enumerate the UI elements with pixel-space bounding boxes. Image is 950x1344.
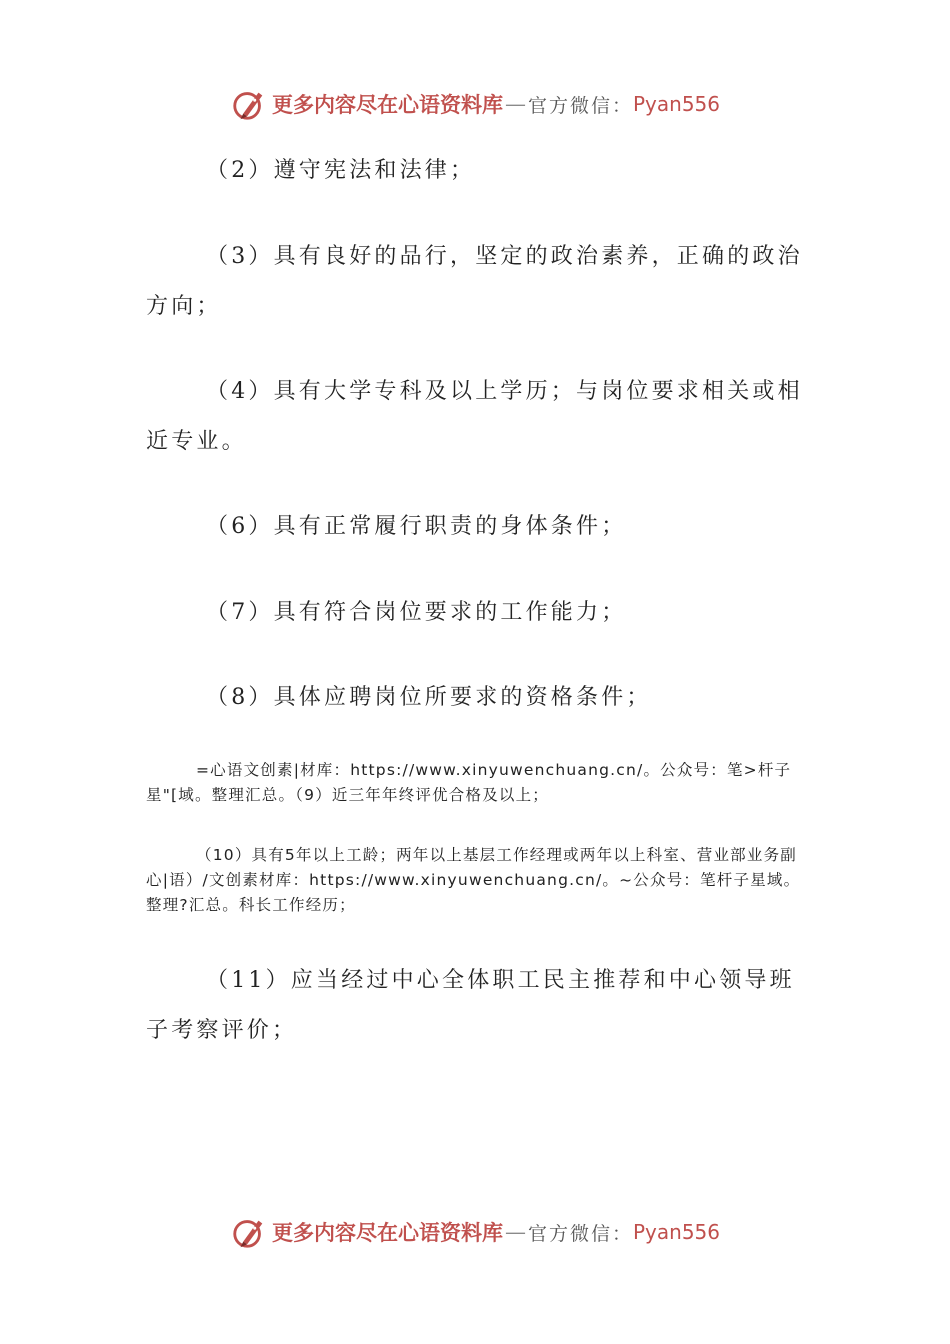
banner-dash: —: [504, 1220, 526, 1244]
pen-nib-logo-icon: [230, 1213, 268, 1251]
paragraph-item-4: （4）具有大学专科及以上学历；与岗位要求相关或相近专业。: [146, 379, 803, 454]
small-paragraph-item-9: =心语文创素|材库：https://www.xinyuwenchuang.cn/。公众号：笔>杆子星"[域。整理汇总。（9）近三年年终评优合格及以上；: [146, 761, 792, 804]
small-paragraph-item-10: （10）具有5年以上工龄；两年以上基层工作经理或两年以上科室、营业部业务副心|语）/文创素材库：https://www.xinyuwenchuang.cn/。~公众号：笔杆子星域。整理?汇总。科长工作经历；: [146, 846, 801, 914]
banner-title: 更多内容尽在心语资料库: [271, 92, 503, 117]
banner-wechat-label: 官方微信：: [527, 94, 633, 117]
paragraph-item-2: （2）遵守宪法和法律；: [206, 158, 476, 183]
paragraph-item-11: （11）应当经过中心全体职工民主推荐和中心领导班子考察评价；: [146, 968, 795, 1043]
header-banner: [0, 84, 950, 124]
banner-wechat-id: Pyan556: [633, 92, 721, 116]
paragraph-item-6: （6）具有正常履行职责的身体条件；: [206, 514, 627, 539]
paragraph-item-3: （3）具有良好的品行，坚定的政治素养，正确的政治方向；: [146, 244, 803, 319]
pen-nib-logo-icon: [230, 85, 268, 123]
banner-title: 更多内容尽在心语资料库: [271, 1220, 503, 1245]
banner-wechat-id: Pyan556: [633, 1220, 721, 1244]
banner-dash: —: [504, 92, 526, 116]
banner-wechat-label: 官方微信：: [527, 1222, 633, 1245]
paragraph-item-8: （8）具体应聘岗位所要求的资格条件；: [206, 685, 652, 710]
paragraph-item-7: （7）具有符合岗位要求的工作能力；: [206, 600, 627, 625]
footer-banner: [0, 1212, 950, 1252]
